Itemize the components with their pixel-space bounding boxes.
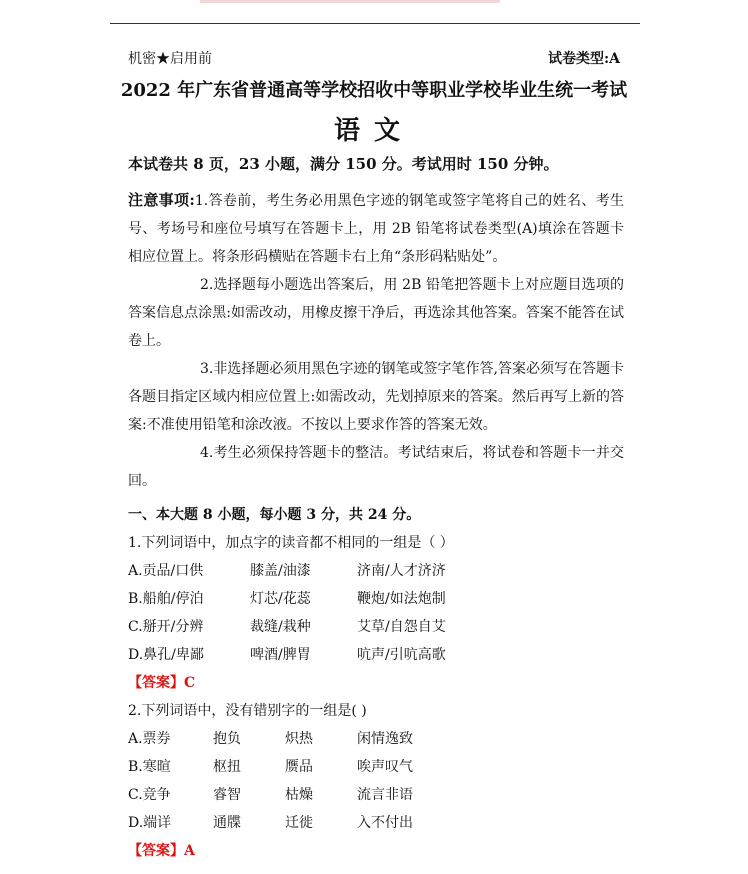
exam-info: 本试卷共 8 页，23 小题，满分 150 分。考试用时 150 分钟。	[128, 155, 559, 173]
option-text: C.竞争	[128, 787, 171, 803]
q1-option-c	[128, 616, 628, 644]
note-1	[128, 186, 624, 271]
option-text: D.鼻孔/卑鄙	[128, 647, 204, 663]
q2-option-d	[128, 812, 628, 840]
option-text: B.寒暄	[128, 759, 171, 775]
notes-block	[128, 186, 624, 495]
option-text: A.票券	[128, 731, 171, 747]
option-text: 艾草/自怨自艾	[357, 619, 446, 635]
exam-title: 2022 年广东省普通高等学校招收中等职业学校毕业生统一考试	[120, 80, 628, 101]
option-text: D.端详	[128, 815, 172, 831]
q2-answer: 【答案】A	[128, 843, 195, 859]
note-1-text: 1.答卷前，考生务必用黑色字迹的钢笔或签字笔将自己的姓名、考生号、考场号和座位号填写在答题卡上，用 2B 铅笔将试卷类型(A)填涂在答题卡相应位置上。将条形码横贴在答题卡右上角“条形码粘贴处”。	[128, 193, 624, 265]
q1-answer: 【答案】C	[128, 675, 196, 691]
option-text: 入不付出	[357, 815, 413, 831]
option-text: B.船舶/停泊	[128, 591, 204, 607]
header-rule	[110, 23, 640, 24]
notes-lead: 注意事项:	[128, 191, 195, 209]
option-text: 灯芯/花蕊	[250, 591, 311, 607]
option-text: 赝品	[285, 759, 313, 775]
option-text: 枢扭	[213, 759, 241, 775]
option-text: 枯燥	[285, 787, 313, 803]
secret-label: 机密★启用前	[128, 51, 212, 67]
subject-title: 语文	[333, 116, 414, 146]
q2-option-c	[128, 784, 628, 812]
paper-type-label: 试卷类型:A	[547, 51, 620, 67]
question-2-stem: 2.下列词语中，没有错别字的一组是( )	[128, 703, 367, 719]
option-text: 啤酒/脾胃	[250, 647, 311, 663]
option-text: 迁徙	[285, 815, 313, 831]
note-2: 2.选择题每小题选出答案后，用 2B 铅笔把答题卡上对应题目选项的答案信息点涂黑:如需改动，用橡皮擦干净后，再选涂其他答案。答案不能答在试卷上。	[128, 277, 624, 349]
option-text: 鞭炮/如法炮制	[357, 591, 446, 607]
option-text: 膝盖/油漆	[250, 563, 311, 579]
note-3: 3.非选择题必须用黑色字迹的钢笔或签字笔作答,答案必须写在答题卡各题目指定区域内相应位置上:如需改动，先划掉原来的答案。然后再写上新的答案:不准使用铅笔和涂改液。不按以上要求作答的答案无效。	[128, 361, 624, 433]
q1-option-b	[128, 588, 628, 616]
q2-option-b	[128, 756, 628, 784]
option-text: C.掰开/分辨	[128, 619, 204, 635]
option-text: 通牒	[213, 815, 241, 831]
option-text: 炽热	[285, 731, 313, 747]
option-text: 唉声叹气	[357, 759, 413, 775]
option-text: 裁缝/栽种	[250, 619, 311, 635]
option-text: A.贡品/口供	[128, 563, 204, 579]
option-text: 流言非语	[357, 787, 413, 803]
section-heading: 一、本大题 8 小题，每小题 3 分，共 24 分。	[128, 507, 421, 523]
top-red-mark	[200, 0, 500, 3]
option-text: 吭声/引吭高歌	[357, 647, 446, 663]
question-1-stem: 1.下列词语中，加点字的读音都不相同的一组是（ ）	[128, 535, 454, 551]
option-text: 济南/人才济济	[357, 563, 446, 579]
option-text: 抱负	[213, 731, 241, 747]
option-text: 睿智	[213, 787, 241, 803]
note-4: 4.考生必须保持答题卡的整洁。考试结束后，将试卷和答题卡一并交回。	[128, 445, 624, 489]
q2-option-a	[128, 728, 628, 756]
q1-option-d	[128, 644, 628, 672]
option-text: 闲情逸致	[357, 731, 413, 747]
q1-option-a	[128, 560, 628, 588]
